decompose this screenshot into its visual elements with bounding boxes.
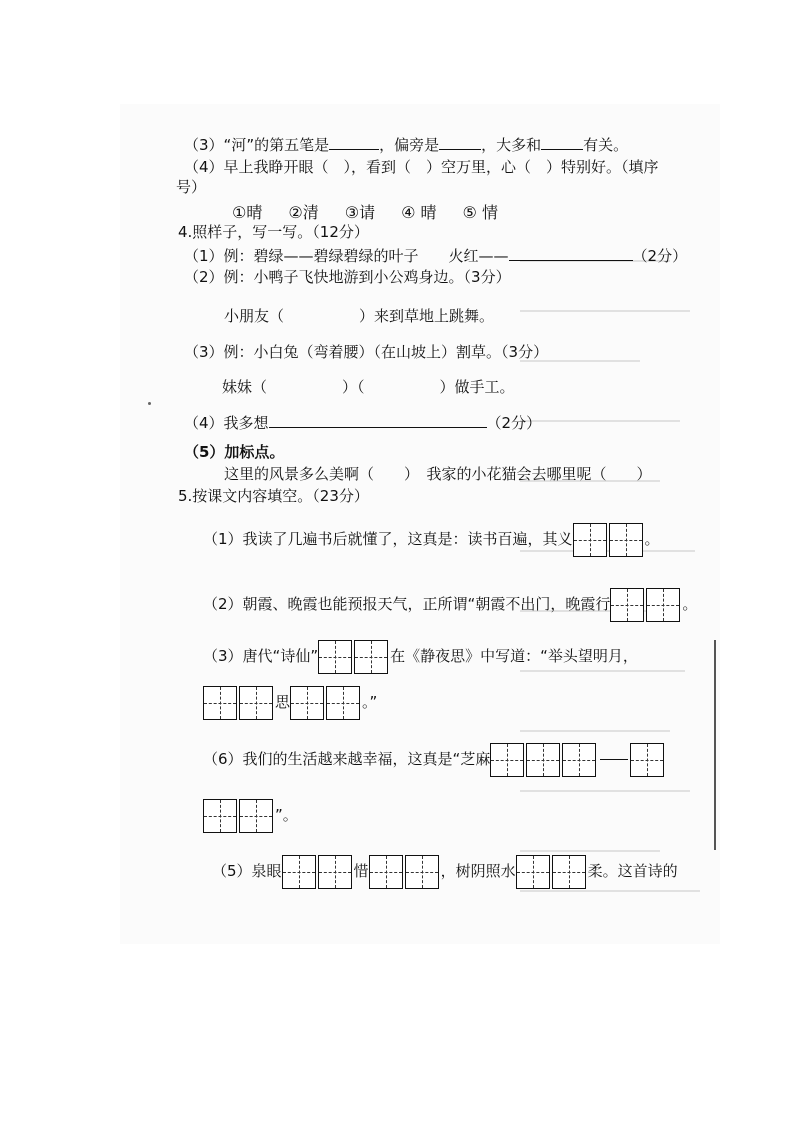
q3-item4-line1: （4）早上我睁开眼（ ），看到（ ）空万里，心（ ）特别好。（填序	[184, 158, 659, 176]
scan-speck	[148, 402, 151, 405]
tianzige-grid[interactable]	[318, 637, 390, 677]
q4-ex4-label: （4）我多想	[184, 414, 269, 432]
page-edge	[714, 640, 716, 850]
tianzige-grid[interactable]	[203, 796, 275, 836]
q5-s3-text-d: 。”	[362, 693, 378, 711]
tianzige-grid[interactable]	[610, 585, 682, 625]
tianzige-grid[interactable]	[282, 852, 354, 892]
q3-item3-text-b: ，偏旁是	[379, 136, 440, 154]
q3-item3-text-d: 有关。	[583, 136, 629, 154]
q3-item3-text-a: （3）“河”的第五笔是	[184, 136, 330, 154]
choice-3: ③请	[344, 203, 376, 222]
tianzige-cell[interactable]	[405, 855, 439, 889]
q4-ex3-label: （3）例：小白兔（弯着腰）（在山坡上）割草。（3分）	[184, 343, 549, 361]
tianzige-cell[interactable]	[573, 523, 607, 557]
choice-5: ⑤ 情	[462, 203, 498, 222]
q5-heading: 5.按课文内容填空。（23分）	[178, 487, 369, 505]
q3-choices	[232, 203, 524, 223]
tianzige-cell[interactable]	[318, 640, 352, 674]
tianzige-cell[interactable]	[630, 743, 664, 777]
q4-ex2-fill: 小朋友（ ）来到草地上跳舞。	[224, 307, 495, 325]
q5-s3-line1	[203, 636, 638, 677]
q3-item3	[184, 134, 628, 155]
q5-s5-text-d: 柔。这首诗的	[587, 862, 678, 880]
q5-s5-text-b: 惜	[353, 862, 369, 880]
answer-blank[interactable]	[541, 134, 583, 150]
tianzige-cell[interactable]	[490, 743, 524, 777]
q5-s3-text-c: 思	[275, 693, 291, 711]
tianzige-cell[interactable]	[610, 588, 644, 622]
answer-blank[interactable]	[439, 134, 481, 150]
tianzige-cell[interactable]	[203, 799, 237, 833]
dash-separator	[600, 759, 628, 760]
tianzige-cell[interactable]	[318, 855, 352, 889]
answer-blank[interactable]	[509, 245, 633, 261]
q4-ex5-label: （5）加标点。	[184, 443, 285, 461]
tianzige-cell[interactable]	[354, 640, 388, 674]
tianzige-cell[interactable]	[526, 743, 560, 777]
q5-s1-end: 。	[644, 530, 660, 548]
q5-s3-line2	[203, 682, 377, 723]
q5-s2-text: （2）朝霞、晚霞也能预报天气，正所谓“朝霞不出门，晚霞行	[203, 595, 611, 613]
tianzige-cell[interactable]	[562, 743, 596, 777]
tianzige-cell[interactable]	[516, 855, 550, 889]
q5-s2	[203, 584, 697, 625]
tianzige-cell[interactable]	[609, 523, 643, 557]
q5-s3-text-b: 在《静夜思》中写道：“举头望明月，	[390, 647, 638, 665]
q3-item4-line2: 号）	[176, 178, 207, 196]
q5-s1-text: （1）我读了几遍书后就懂了，这真是：读书百遍，其义	[203, 530, 573, 548]
q5-s6-end: ”。	[275, 806, 298, 824]
q4-ex3-fill: 妹妹（ ）（ ）做手工。	[222, 378, 515, 396]
q4-ex1	[184, 245, 687, 266]
q4-heading: 4.照样子，写一写。（12分）	[178, 223, 369, 241]
tianzige-cell[interactable]	[326, 686, 360, 720]
q4-ex1-score: （2分）	[632, 247, 688, 265]
tianzige-cell[interactable]	[290, 686, 324, 720]
q5-s5-text-c: ，树阴照水	[440, 862, 516, 880]
tianzige-cell[interactable]	[239, 686, 273, 720]
q5-s5	[212, 851, 678, 892]
tianzige-grid[interactable]	[630, 740, 666, 780]
q5-s6-text: （6）我们的生活越来越幸福，这真是“芝麻	[203, 750, 491, 768]
q5-s6-line1	[203, 739, 666, 780]
answer-blank[interactable]	[329, 134, 379, 150]
q5-s2-end: 。	[682, 595, 698, 613]
tianzige-cell[interactable]	[203, 686, 237, 720]
tianzige-grid[interactable]	[290, 683, 362, 723]
q5-s1	[203, 519, 660, 560]
q4-ex4-score: （2分）	[486, 414, 542, 432]
choice-4: ④ 晴	[401, 203, 437, 222]
tianzige-grid[interactable]	[369, 852, 441, 892]
q4-ex5-fill: 这里的风景多么美啊（ ） 我家的小花猫会去哪里呢（ ）	[224, 465, 652, 483]
q5-s5-text-a: （5）泉眼	[212, 862, 282, 880]
choice-1: ①晴	[232, 203, 263, 222]
answer-blank[interactable]	[269, 412, 487, 428]
bleed-through	[520, 250, 710, 910]
tianzige-cell[interactable]	[646, 588, 680, 622]
tianzige-cell[interactable]	[552, 855, 586, 889]
q5-s6-line2	[203, 795, 298, 836]
q4-ex1-label: （1）例：碧绿——碧绿碧绿的叶子 火红——	[184, 247, 509, 265]
choice-2: ②清	[288, 203, 319, 222]
q4-ex2-label: （2）例：小鸭子飞快地游到小公鸡身边。（3分）	[184, 268, 511, 286]
tianzige-cell[interactable]	[369, 855, 403, 889]
tianzige-cell[interactable]	[282, 855, 316, 889]
q4-ex4	[184, 412, 541, 433]
tianzige-grid[interactable]	[490, 740, 598, 780]
tianzige-grid[interactable]	[516, 852, 588, 892]
q3-item3-text-c: ，大多和	[481, 136, 542, 154]
tianzige-grid[interactable]	[573, 520, 645, 560]
q5-s3-text-a: （3）唐代“诗仙”	[203, 647, 319, 665]
tianzige-cell[interactable]	[239, 799, 273, 833]
tianzige-grid[interactable]	[203, 683, 275, 723]
